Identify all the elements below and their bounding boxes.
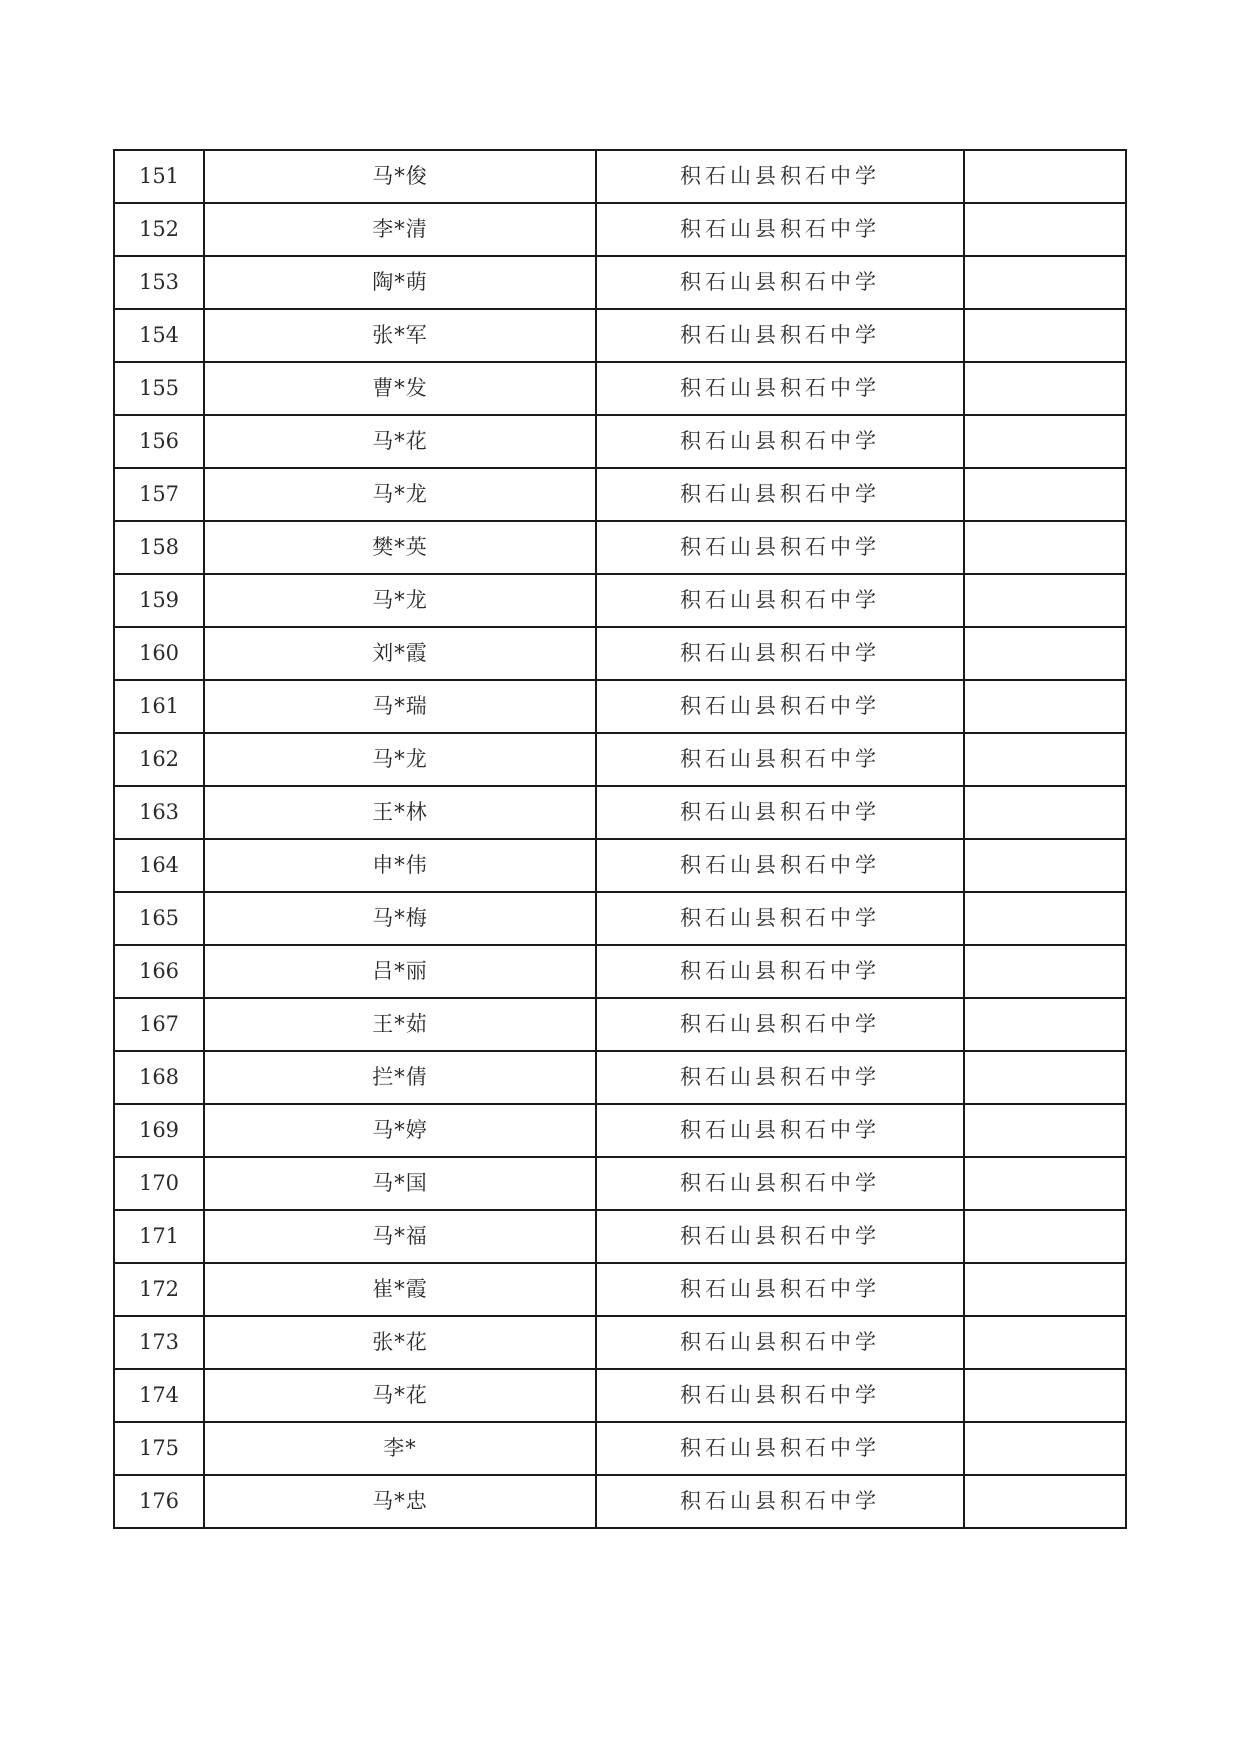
- school-name: 积石山县积石中学: [596, 1157, 964, 1210]
- remark-cell: [964, 1051, 1126, 1104]
- table-row: [114, 1369, 1126, 1422]
- person-name: 樊*英: [204, 521, 596, 574]
- remark-cell: [964, 998, 1126, 1051]
- school-name: 积石山县积石中学: [596, 1475, 964, 1528]
- table-row: [114, 945, 1126, 998]
- table-row: [114, 1051, 1126, 1104]
- school-name: 积石山县积石中学: [596, 574, 964, 627]
- person-name: 陶*萌: [204, 256, 596, 309]
- person-name: 马*婷: [204, 1104, 596, 1157]
- remark-cell: [964, 521, 1126, 574]
- table-row: [114, 627, 1126, 680]
- school-name: 积石山县积石中学: [596, 998, 964, 1051]
- school-name: 积石山县积石中学: [596, 1263, 964, 1316]
- row-number: 158: [114, 521, 204, 574]
- table-row: [114, 362, 1126, 415]
- table-row: [114, 733, 1126, 786]
- remark-cell: [964, 1475, 1126, 1528]
- table-row: [114, 839, 1126, 892]
- school-name: 积石山县积石中学: [596, 786, 964, 839]
- row-number: 173: [114, 1316, 204, 1369]
- row-number: 176: [114, 1475, 204, 1528]
- school-name: 积石山县积石中学: [596, 892, 964, 945]
- remark-cell: [964, 1210, 1126, 1263]
- remark-cell: [964, 415, 1126, 468]
- table-row: [114, 415, 1126, 468]
- person-name: 张*花: [204, 1316, 596, 1369]
- person-name: 马*龙: [204, 733, 596, 786]
- row-number: 156: [114, 415, 204, 468]
- remark-cell: [964, 892, 1126, 945]
- school-name: 积石山县积石中学: [596, 1316, 964, 1369]
- person-name: 李*: [204, 1422, 596, 1475]
- remark-cell: [964, 574, 1126, 627]
- person-name: 马*国: [204, 1157, 596, 1210]
- person-name: 马*梅: [204, 892, 596, 945]
- person-name: 曹*发: [204, 362, 596, 415]
- person-name: 马*花: [204, 1369, 596, 1422]
- row-number: 169: [114, 1104, 204, 1157]
- remark-cell: [964, 1369, 1126, 1422]
- row-number: 172: [114, 1263, 204, 1316]
- school-name: 积石山县积石中学: [596, 627, 964, 680]
- row-number: 168: [114, 1051, 204, 1104]
- roster-table-body: [114, 150, 1126, 1528]
- row-number: 162: [114, 733, 204, 786]
- school-name: 积石山县积石中学: [596, 256, 964, 309]
- table-row: [114, 1316, 1126, 1369]
- remark-cell: [964, 839, 1126, 892]
- table-row: [114, 521, 1126, 574]
- school-name: 积石山县积石中学: [596, 1369, 964, 1422]
- remark-cell: [964, 256, 1126, 309]
- remark-cell: [964, 1104, 1126, 1157]
- person-name: 马*忠: [204, 1475, 596, 1528]
- remark-cell: [964, 1422, 1126, 1475]
- person-name: 吕*丽: [204, 945, 596, 998]
- school-name: 积石山县积石中学: [596, 733, 964, 786]
- table-row: [114, 150, 1126, 203]
- person-name: 崔*霞: [204, 1263, 596, 1316]
- school-name: 积石山县积石中学: [596, 309, 964, 362]
- row-number: 164: [114, 839, 204, 892]
- table-row: [114, 574, 1126, 627]
- school-name: 积石山县积石中学: [596, 1104, 964, 1157]
- remark-cell: [964, 680, 1126, 733]
- row-number: 165: [114, 892, 204, 945]
- school-name: 积石山县积石中学: [596, 150, 964, 203]
- school-name: 积石山县积石中学: [596, 521, 964, 574]
- table-row: [114, 1157, 1126, 1210]
- person-name: 马*龙: [204, 574, 596, 627]
- row-number: 171: [114, 1210, 204, 1263]
- school-name: 积石山县积石中学: [596, 945, 964, 998]
- person-name: 申*伟: [204, 839, 596, 892]
- table-row: [114, 786, 1126, 839]
- row-number: 175: [114, 1422, 204, 1475]
- table-row: [114, 1475, 1126, 1528]
- remark-cell: [964, 786, 1126, 839]
- row-number: 157: [114, 468, 204, 521]
- school-name: 积石山县积石中学: [596, 680, 964, 733]
- school-name: 积石山县积石中学: [596, 468, 964, 521]
- row-number: 153: [114, 256, 204, 309]
- school-name: 积石山县积石中学: [596, 1210, 964, 1263]
- remark-cell: [964, 468, 1126, 521]
- remark-cell: [964, 1157, 1126, 1210]
- school-name: 积石山县积石中学: [596, 362, 964, 415]
- person-name: 王*茹: [204, 998, 596, 1051]
- row-number: 159: [114, 574, 204, 627]
- person-name: 马*俊: [204, 150, 596, 203]
- table-row: [114, 1422, 1126, 1475]
- row-number: 161: [114, 680, 204, 733]
- row-number: 160: [114, 627, 204, 680]
- row-number: 174: [114, 1369, 204, 1422]
- remark-cell: [964, 203, 1126, 256]
- table-row: [114, 309, 1126, 362]
- person-name: 李*清: [204, 203, 596, 256]
- remark-cell: [964, 362, 1126, 415]
- row-number: 155: [114, 362, 204, 415]
- person-name: 马*龙: [204, 468, 596, 521]
- row-number: 154: [114, 309, 204, 362]
- school-name: 积石山县积石中学: [596, 203, 964, 256]
- remark-cell: [964, 627, 1126, 680]
- table-row: [114, 1263, 1126, 1316]
- school-name: 积石山县积石中学: [596, 415, 964, 468]
- remark-cell: [964, 150, 1126, 203]
- remark-cell: [964, 733, 1126, 786]
- school-name: 积石山县积石中学: [596, 1422, 964, 1475]
- remark-cell: [964, 1263, 1126, 1316]
- table-row: [114, 468, 1126, 521]
- table-row: [114, 998, 1126, 1051]
- person-name: 马*福: [204, 1210, 596, 1263]
- row-number: 151: [114, 150, 204, 203]
- row-number: 167: [114, 998, 204, 1051]
- table-row: [114, 1210, 1126, 1263]
- table-row: [114, 680, 1126, 733]
- row-number: 152: [114, 203, 204, 256]
- person-name: 王*林: [204, 786, 596, 839]
- remark-cell: [964, 1316, 1126, 1369]
- table-row: [114, 203, 1126, 256]
- table-row: [114, 892, 1126, 945]
- table-row: [114, 256, 1126, 309]
- roster-table: [113, 149, 1127, 1529]
- remark-cell: [964, 309, 1126, 362]
- remark-cell: [964, 945, 1126, 998]
- row-number: 166: [114, 945, 204, 998]
- person-name: 马*花: [204, 415, 596, 468]
- person-name: 拦*倩: [204, 1051, 596, 1104]
- person-name: 马*瑞: [204, 680, 596, 733]
- row-number: 170: [114, 1157, 204, 1210]
- person-name: 刘*霞: [204, 627, 596, 680]
- table-row: [114, 1104, 1126, 1157]
- school-name: 积石山县积石中学: [596, 1051, 964, 1104]
- school-name: 积石山县积石中学: [596, 839, 964, 892]
- person-name: 张*军: [204, 309, 596, 362]
- row-number: 163: [114, 786, 204, 839]
